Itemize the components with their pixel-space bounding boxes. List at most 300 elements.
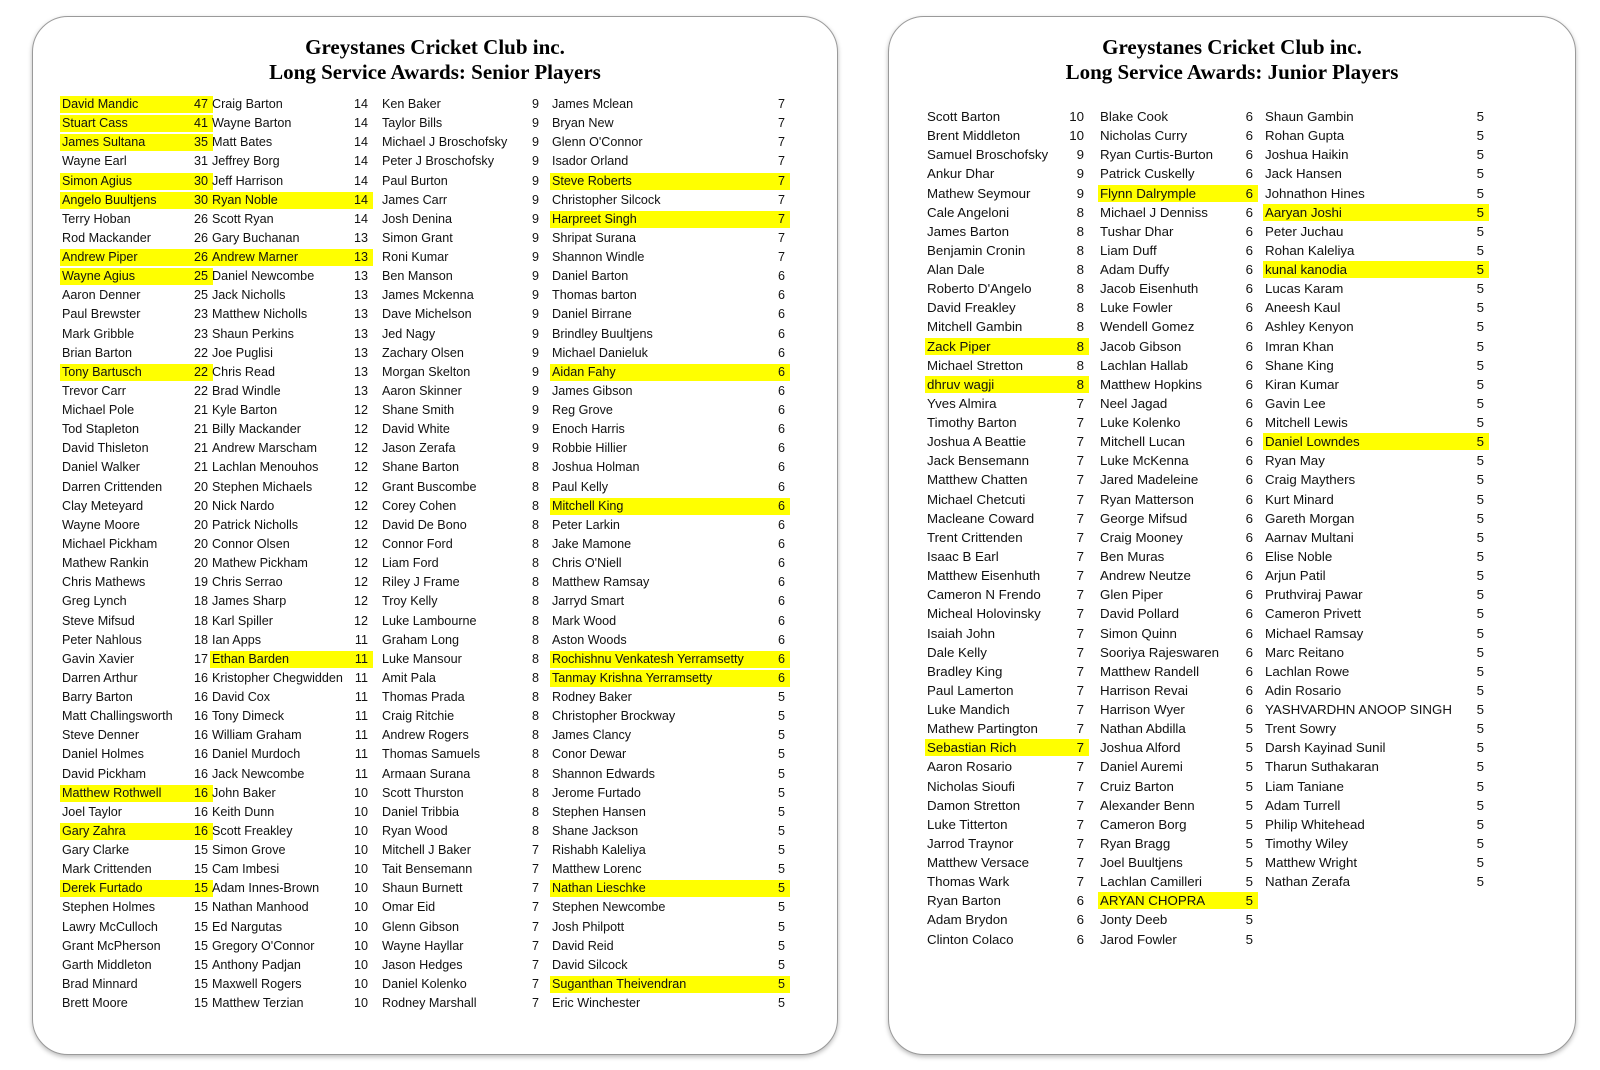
player-name: Ben Manson	[382, 269, 453, 284]
season-count: 5	[1476, 415, 1484, 431]
award-row	[1098, 873, 1258, 890]
award-row	[1263, 242, 1489, 259]
award-row	[1098, 414, 1258, 431]
award-row	[380, 173, 544, 190]
player-name: Alexander Benn	[1100, 797, 1195, 813]
player-name: Brad Windle	[212, 383, 281, 398]
award-row	[550, 823, 790, 840]
player-name: Mitchell Gambin	[927, 319, 1023, 335]
award-row	[550, 919, 790, 936]
award-row	[60, 479, 213, 496]
player-name: Daniel Lowndes	[1265, 434, 1360, 450]
player-name: David Mandic	[62, 97, 139, 111]
award-row	[1263, 529, 1489, 546]
player-name: Rishabh Kaleliya	[552, 843, 646, 858]
player-name: Ryan Matterson	[1100, 491, 1194, 507]
season-count: 7	[531, 996, 539, 1011]
player-name: Lachlan Menouhos	[212, 460, 319, 475]
season-count: 26	[193, 211, 208, 226]
award-row	[60, 555, 213, 572]
award-row	[1263, 510, 1489, 527]
player-name: David Thisleton	[62, 441, 149, 456]
season-count: 21	[193, 460, 208, 475]
award-row	[60, 995, 213, 1012]
player-name: Sebastian Rich	[927, 740, 1017, 756]
season-count: 16	[193, 766, 208, 781]
award-row	[210, 479, 373, 496]
season-count: 7	[777, 230, 785, 245]
award-row	[210, 517, 373, 534]
award-row	[60, 593, 213, 610]
season-count: 6	[1245, 510, 1253, 526]
season-count: 9	[531, 422, 539, 437]
season-count: 7	[1076, 395, 1084, 411]
award-row	[925, 452, 1089, 469]
award-row	[210, 689, 373, 706]
player-name: Brad Minnard	[62, 976, 138, 991]
player-name: Shannon Edwards	[552, 766, 655, 781]
award-row	[925, 299, 1089, 316]
player-name: Brett Moore	[62, 996, 128, 1011]
season-count: 7	[531, 862, 539, 877]
season-count: 9	[531, 97, 539, 111]
season-count: 6	[777, 517, 785, 532]
season-count: 5	[1476, 529, 1484, 545]
season-count: 6	[1245, 319, 1253, 335]
season-count: 9	[531, 441, 539, 456]
award-row	[1098, 338, 1258, 355]
award-row	[1263, 586, 1489, 603]
award-row	[550, 785, 790, 802]
player-name: James Barton	[927, 223, 1010, 239]
season-count: 6	[1245, 625, 1253, 641]
player-name: Neel Jagad	[1100, 395, 1168, 411]
award-row	[60, 153, 213, 170]
season-count: 7	[1076, 434, 1084, 450]
award-row	[60, 536, 213, 553]
player-name: Luke Mandich	[927, 702, 1010, 718]
season-count: 14	[353, 116, 368, 131]
player-name: Jack Bensemann	[927, 453, 1029, 469]
player-name: Daniel Birrane	[552, 307, 632, 322]
player-name: Kyle Barton	[212, 403, 278, 418]
season-count: 7	[1076, 415, 1084, 431]
season-count: 6	[1245, 606, 1253, 622]
season-count: 12	[353, 594, 368, 609]
season-count: 7	[777, 97, 785, 111]
award-row	[1098, 165, 1258, 182]
award-row	[210, 880, 373, 897]
season-count: 6	[1245, 568, 1253, 584]
award-row	[210, 192, 373, 209]
season-count: 5	[1476, 721, 1484, 737]
award-row	[380, 555, 544, 572]
season-count: 17	[193, 651, 208, 666]
season-count: 8	[1076, 319, 1084, 335]
award-row	[210, 804, 373, 821]
award-row	[925, 567, 1089, 584]
award-row	[380, 306, 544, 323]
award-row	[210, 727, 373, 744]
player-name: Cameron Privett	[1265, 606, 1362, 622]
award-row	[210, 651, 373, 668]
player-name: Liam Taniane	[1265, 778, 1344, 794]
season-count: 18	[193, 613, 208, 628]
award-row	[380, 766, 544, 783]
player-name: Clay Meteyard	[62, 498, 144, 513]
player-name: Michael J Broschofsky	[382, 135, 508, 150]
player-name: Josh Denina	[382, 211, 453, 226]
award-row	[210, 498, 373, 515]
award-row	[925, 414, 1089, 431]
player-name: Ian Apps	[212, 632, 262, 647]
season-count: 10	[353, 976, 368, 991]
player-name: Gary Zahra	[62, 823, 126, 838]
award-row	[925, 280, 1089, 297]
player-name: Cam Imbesi	[212, 862, 280, 877]
player-name: Michael Ramsay	[1265, 625, 1364, 641]
award-row	[1098, 299, 1258, 316]
player-name: Wayne Agius	[62, 269, 136, 284]
season-count: 8	[531, 651, 539, 666]
player-name: Mitchell J Baker	[382, 843, 471, 858]
season-count: 12	[353, 403, 368, 418]
season-count: 22	[193, 383, 208, 398]
player-name: Joshua Holman	[552, 460, 640, 475]
season-count: 12	[353, 460, 368, 475]
award-row	[550, 96, 790, 113]
player-name: Darren Arthur	[62, 670, 138, 685]
award-row	[60, 651, 213, 668]
award-row	[210, 536, 373, 553]
player-name: David De Bono	[382, 517, 467, 532]
player-name: Glenn Gibson	[382, 919, 460, 934]
player-name: Patrick Cuskelly	[1100, 166, 1195, 182]
season-count: 15	[193, 976, 208, 991]
season-count: 5	[1476, 262, 1484, 278]
season-count: 5	[1476, 185, 1484, 201]
season-count: 13	[353, 364, 368, 379]
player-name: Cruiz Barton	[1100, 778, 1174, 794]
season-count: 7	[1076, 548, 1084, 564]
player-name: Garth Middleton	[62, 957, 152, 972]
player-name: Daniel Newcombe	[212, 269, 315, 284]
senior-awards-panel	[32, 16, 838, 1055]
player-name: Aaron Skinner	[382, 383, 462, 398]
season-count: 5	[1476, 376, 1484, 392]
award-row	[380, 976, 544, 993]
player-name: David Pollard	[1100, 606, 1180, 622]
player-name: Cale Angeloni	[927, 204, 1010, 220]
player-name: Matthew Chatten	[927, 472, 1028, 488]
award-row	[1098, 625, 1258, 642]
award-row	[1098, 510, 1258, 527]
player-name: James Gibson	[552, 383, 633, 398]
season-count: 11	[354, 728, 368, 743]
award-row	[210, 938, 373, 955]
award-row	[1098, 395, 1258, 412]
award-row	[550, 976, 790, 993]
season-count: 22	[193, 345, 208, 360]
award-row	[1263, 204, 1489, 221]
season-count: 15	[193, 996, 208, 1011]
player-name: Scott Thurston	[382, 785, 464, 800]
season-count: 5	[1476, 491, 1484, 507]
award-row	[380, 115, 544, 132]
player-name: Wayne Moore	[62, 517, 140, 532]
player-name: Chris O'Niell	[552, 556, 622, 571]
award-row	[380, 842, 544, 859]
award-row	[1263, 739, 1489, 756]
player-name: Simon Quinn	[1100, 625, 1177, 641]
season-count: 6	[1245, 357, 1253, 373]
season-count: 10	[353, 785, 368, 800]
award-row	[1263, 280, 1489, 297]
player-name: Derek Furtado	[62, 881, 143, 896]
season-count: 5	[777, 881, 785, 896]
player-name: Roberto D'Angelo	[927, 281, 1032, 297]
award-row	[60, 402, 213, 419]
player-name: Liam Ford	[382, 556, 439, 571]
player-name: Philip Whitehead	[1265, 816, 1365, 832]
award-row	[1263, 663, 1489, 680]
player-name: Isaac B Earl	[927, 548, 999, 564]
award-row	[1098, 854, 1258, 871]
award-row	[1098, 797, 1258, 814]
player-name: Luke Kolenko	[1100, 415, 1181, 431]
player-name: Nicholas Curry	[1100, 128, 1188, 144]
award-row	[925, 892, 1089, 909]
player-name: Harrison Wyer	[1100, 702, 1185, 718]
player-name: Lachlan Camilleri	[1100, 874, 1202, 890]
season-count: 30	[193, 173, 208, 188]
award-row	[60, 96, 213, 113]
player-name: Daniel Tribbia	[382, 804, 460, 819]
player-name: Morgan Skelton	[382, 364, 471, 379]
player-name: Imran Khan	[1265, 338, 1334, 354]
award-row	[550, 574, 790, 591]
player-name: Wayne Hayllar	[382, 938, 464, 953]
season-count: 6	[1076, 893, 1084, 909]
season-count: 6	[777, 613, 785, 628]
season-count: 12	[353, 536, 368, 551]
award-row	[210, 249, 373, 266]
award-row	[1263, 758, 1489, 775]
award-row	[210, 268, 373, 285]
player-name: Gavin Lee	[1265, 395, 1326, 411]
season-count: 8	[531, 479, 539, 494]
player-name: Ed Nargutas	[212, 919, 283, 934]
player-name: Jarryd Smart	[552, 594, 625, 609]
award-row	[380, 651, 544, 668]
player-name: Jed Nagy	[382, 326, 436, 341]
award-row	[1098, 127, 1258, 144]
season-count: 13	[353, 326, 368, 341]
season-count: 5	[1476, 644, 1484, 660]
award-row	[210, 746, 373, 763]
player-name: Kurt Minard	[1265, 491, 1334, 507]
season-count: 5	[1245, 797, 1253, 813]
season-count: 7	[1076, 740, 1084, 756]
award-row	[550, 632, 790, 649]
season-count: 5	[777, 747, 785, 762]
season-count: 5	[1245, 721, 1253, 737]
player-name: Shannon Windle	[552, 250, 645, 265]
player-name: Darsh Kayinad Sunil	[1265, 740, 1386, 756]
player-name: James Mclean	[552, 97, 634, 111]
season-count: 15	[193, 938, 208, 953]
season-count: 6	[1245, 223, 1253, 239]
player-name: Craig Maythers	[1265, 472, 1356, 488]
award-row	[1098, 242, 1258, 259]
season-count: 5	[777, 766, 785, 781]
award-row	[1263, 567, 1489, 584]
award-row	[1263, 644, 1489, 661]
player-name: Matthew Eisenhuth	[927, 568, 1041, 584]
player-name: Shripat Surana	[552, 230, 637, 245]
season-count: 9	[531, 403, 539, 418]
player-name: Gavin Xavier	[62, 651, 135, 666]
award-row	[925, 816, 1089, 833]
season-count: 5	[777, 728, 785, 743]
player-name: Eric Winchester	[552, 996, 641, 1011]
player-name: Jason Zerafa	[382, 441, 456, 456]
award-row	[210, 976, 373, 993]
player-name: Wayne Barton	[212, 116, 292, 131]
player-name: Sooriya Rajeswaren	[1100, 644, 1219, 660]
season-count: 8	[1076, 338, 1084, 354]
player-name: Daniel Holmes	[62, 747, 144, 762]
season-count: 6	[777, 383, 785, 398]
season-count: 9	[531, 116, 539, 131]
award-row	[1263, 778, 1489, 795]
season-count: 14	[353, 173, 368, 188]
season-count: 9	[531, 135, 539, 150]
award-row	[210, 326, 373, 343]
player-name: Terry Hoban	[62, 211, 131, 226]
player-name: Gary Clarke	[62, 843, 130, 858]
player-name: Michael J Denniss	[1100, 204, 1208, 220]
player-name: Jack Hansen	[1265, 166, 1342, 182]
junior-awards-title: Long Service Awards: Junior Players	[1065, 60, 1399, 84]
award-row	[380, 670, 544, 687]
award-row	[1098, 892, 1258, 909]
award-row	[1263, 491, 1489, 508]
season-count: 6	[777, 556, 785, 571]
player-name: Stephen Hansen	[552, 804, 646, 819]
award-row	[1098, 318, 1258, 335]
award-row	[550, 115, 790, 132]
award-row	[380, 785, 544, 802]
season-count: 14	[353, 154, 368, 169]
season-count: 7	[531, 881, 539, 896]
season-count: 6	[777, 345, 785, 360]
player-name: Barry Barton	[62, 690, 133, 705]
award-row	[925, 242, 1089, 259]
player-name: Mathew Rankin	[62, 556, 149, 571]
season-count: 6	[777, 288, 785, 303]
season-count: 23	[193, 307, 208, 322]
player-name: Angelo Buultjens	[62, 192, 157, 207]
player-name: Brent Middleton	[927, 128, 1021, 144]
award-row	[380, 383, 544, 400]
player-name: Brian Barton	[62, 345, 133, 360]
season-count: 11	[354, 766, 368, 781]
junior-awards-panel	[888, 16, 1576, 1055]
player-name: Aneesh Kaul	[1265, 300, 1341, 316]
award-row	[925, 185, 1089, 202]
player-name: Aaron Denner	[62, 288, 141, 303]
season-count: 8	[1076, 357, 1084, 373]
season-count: 12	[353, 613, 368, 628]
award-row	[925, 318, 1089, 335]
player-name: Grant Buscombe	[382, 479, 477, 494]
player-name: Daniel Walker	[62, 460, 140, 475]
player-name: Luke Lambourne	[382, 613, 477, 628]
player-name: Daniel Auremi	[1100, 759, 1183, 775]
player-name: Scott Barton	[927, 109, 1001, 124]
award-row	[210, 785, 373, 802]
player-name: Riley J Frame	[382, 575, 460, 590]
season-count: 13	[353, 269, 368, 284]
season-count: 10	[353, 823, 368, 838]
award-row	[210, 670, 373, 687]
season-count: 8	[531, 536, 539, 551]
award-row	[60, 211, 213, 228]
season-count: 19	[193, 575, 208, 590]
award-row	[925, 663, 1089, 680]
season-count: 5	[1476, 472, 1484, 488]
award-row	[550, 670, 790, 687]
award-row	[1098, 548, 1258, 565]
award-row	[1098, 204, 1258, 221]
award-row	[1263, 797, 1489, 814]
award-row	[550, 306, 790, 323]
player-name: Christopher Brockway	[552, 709, 676, 724]
player-name: Nick Nardo	[212, 498, 275, 513]
player-name: Kiran Kumar	[1265, 376, 1339, 392]
season-count: 6	[1245, 300, 1253, 316]
player-name: Yves Almira	[927, 395, 997, 411]
award-row	[925, 223, 1089, 240]
season-count: 7	[531, 957, 539, 972]
player-name: Pruthviraj Pawar	[1265, 587, 1363, 603]
season-count: 9	[531, 211, 539, 226]
award-row	[380, 326, 544, 343]
season-count: 5	[1476, 453, 1484, 469]
season-count: 16	[193, 670, 208, 685]
award-row	[925, 376, 1089, 393]
award-row	[925, 146, 1089, 163]
player-name: Thomas Prada	[382, 690, 465, 705]
award-row	[1098, 816, 1258, 833]
season-count: 5	[777, 785, 785, 800]
award-row	[210, 919, 373, 936]
player-name: Andrew Rogers	[382, 728, 469, 743]
season-count: 5	[1476, 625, 1484, 641]
award-row	[60, 364, 213, 381]
player-name: Glen Piper	[1100, 587, 1163, 603]
award-row	[1263, 318, 1489, 335]
player-name: Joshua Haikin	[1265, 147, 1349, 163]
season-count: 6	[1245, 281, 1253, 297]
player-name: David Pickham	[62, 766, 146, 781]
season-count: 9	[1076, 185, 1084, 201]
award-row	[1098, 146, 1258, 163]
player-name: Samuel Broschofsky	[927, 147, 1049, 163]
season-count: 7	[1076, 644, 1084, 660]
season-count: 9	[531, 288, 539, 303]
